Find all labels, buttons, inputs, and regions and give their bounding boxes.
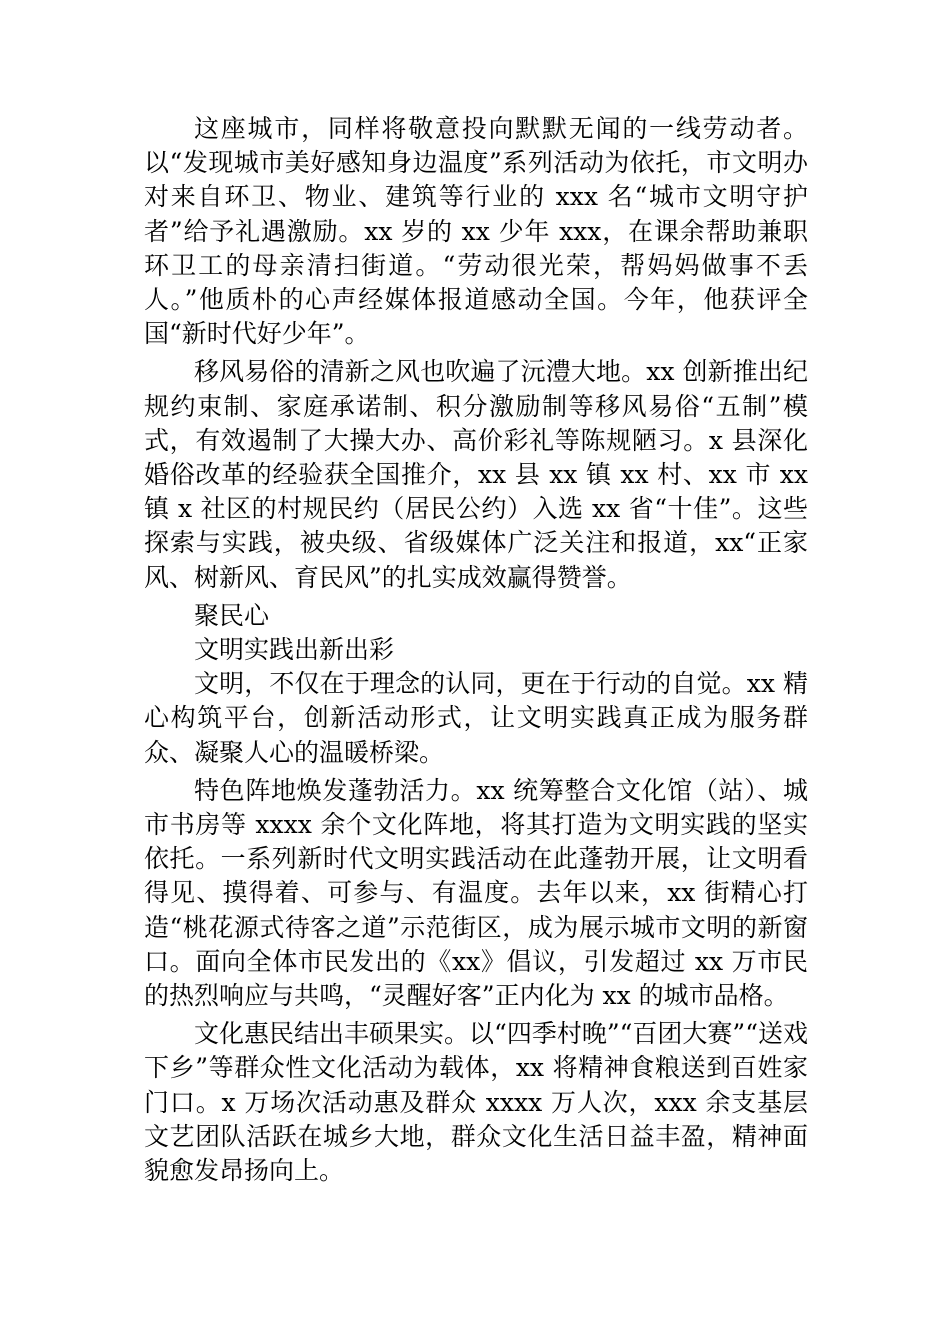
paragraph-cultural-positions: 特色阵地焕发蓬勃活力。xx 统筹整合文化馆（站）、城市书房等 xxxx 余个文化阵地，将其打造为文明实践的坚实依托。一系列新时代文明实践活动在此蓬勃开展，让文明看得见、摸得着、可参与、有温度。去年以来，xx 街精心打造“桃花源式待客之道”示范街区，成为展示城市文明的新窗口。面向全体市民发出的《xx》倡议，引发超过 xx 万市民的热烈响应与共鸣，“灵醒好客”正内化为 xx 的城市品格。 [144,775,808,1011]
paragraph-cultural-benefits: 文化惠民结出丰硕果实。以“四季村晚”“百团大赛”“送戏下乡”等群众性文化活动为载体，xx 将精神食粮送到百姓家门口。x 万场次活动惠及群众 xxxx 万人次，xxx 余支基层文艺团队活跃在城乡大地，群众文化生活日益丰盈，精神面貌愈发昂扬向上。 [144,1019,808,1186]
paragraph-customs-reform: 移风易俗的清新之风也吹遍了沅澧大地。xx 创新推出纪规约束制、家庭承诺制、积分激励制等移风易俗“五制”模式，有效遏制了大操大办、高价彩礼等陈规陋习。x 县深化婚俗改革的经验获全国推介，xx 县 xx 镇 xx 村、xx 市 xx 镇 x 社区的村规民约（居民公约）入选 xx 省“十佳”。这些探索与实践，被央级、省级媒体广泛关注和报道，xx“正家风、树新风、育民风”的扎实成效赢得赞誉。 [144,357,808,592]
paragraph-labor-guardians: 这座城市，同样将敬意投向默默无闻的一线劳动者。以“发现城市美好感知身边温度”系列活动为依托，市文明办对来自环卫、物业、建筑等行业的 xxx 名“城市文明守护者”给予礼遇激励。xx 岁的 xx 少年 xxx，在课余帮助兼职环卫工的母亲清扫街道。“劳动很光荣，帮妈妈做事不丢人。”他质朴的心声经媒体报道感动全国。今年，他获评全国“新时代好少年”。 [144,114,808,349]
section-heading: 聚民心 [194,600,270,630]
section-subheading: 文明实践出新出彩 [194,635,395,665]
document-body [144,112,808,1188]
paragraph-civilization-practice: 文明，不仅在于理念的认同，更在于行动的自觉。xx 精心构筑平台，创新活动形式，让文明实践真正成为服务群众、凝聚人心的温暖桥梁。 [144,669,808,767]
